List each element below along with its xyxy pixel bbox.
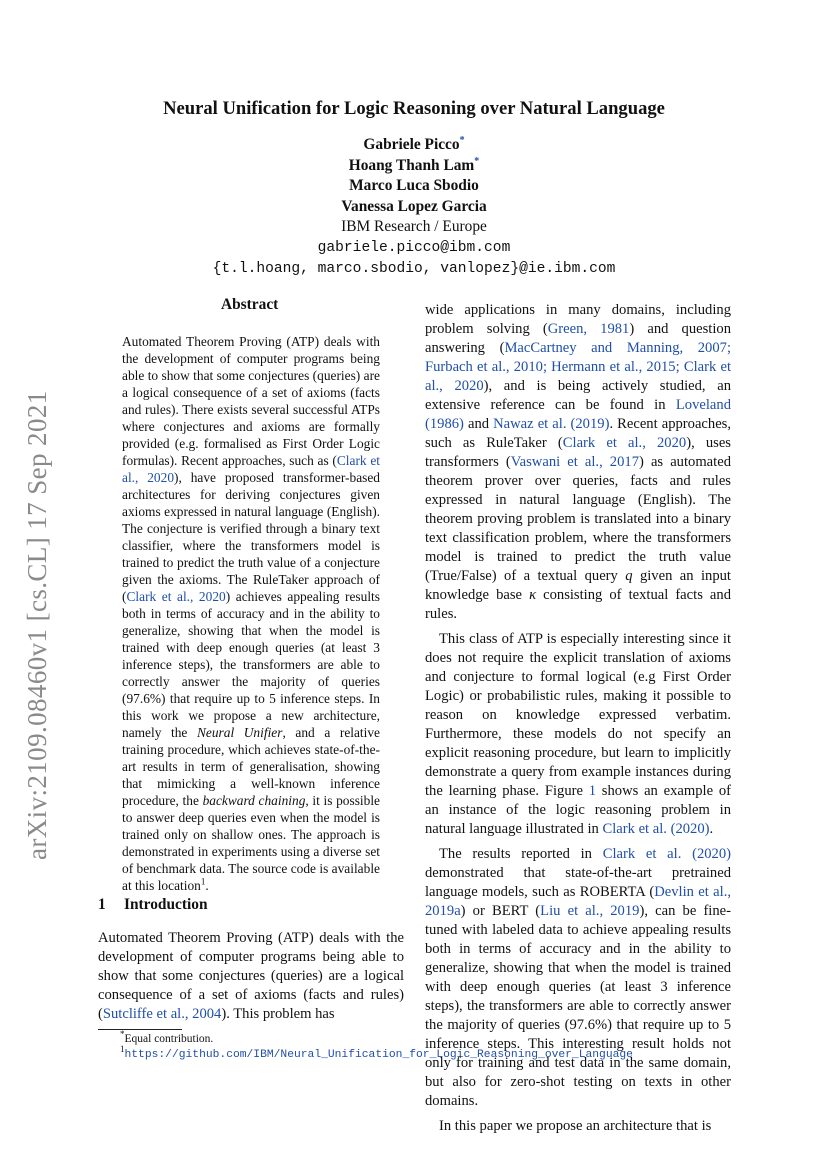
- citation-link[interactable]: Green, 1981: [547, 321, 630, 337]
- emphasis-text: Neural Unifier: [196, 725, 283, 740]
- author-block: [0, 135, 828, 279]
- paragraph: wide applications in many domains, including problem solving (Green, 1981) and question answering (MacCartney and Manning, 2007; Furbach et al., 2010; Hermann et al., 2015; Clark et al., 2020), and is being actively studied, an extensive reference can be found in Loveland (1986) and Nawaz et al. (2019). Recent approaches, such as RuleTaker (Clark et al., 2020), uses transformers (Vaswani et al., 2017) as automated theorem prover over queries, facts and rules expressed in natural language (English). The theorem proving problem is translated into a binary text classification problem, where the transformers model is trained to predict the truth value (True/False) of a textual query q given an input knowledge base κ consisting of textual facts and rules.: [425, 302, 732, 622]
- citation-link[interactable]: Nawaz et al. (2019): [493, 416, 610, 432]
- citation-link[interactable]: Clark et al., 2020: [562, 435, 687, 451]
- emphasis-text: backward chaining: [202, 793, 306, 808]
- citation-link[interactable]: Clark et al., 2020: [126, 589, 226, 604]
- footnote-equal: *Equal contribution.: [120, 1029, 214, 1045]
- paper-title: Neural Unification for Logic Reasoning over Natural Language: [163, 98, 665, 119]
- citation-link[interactable]: Clark et al. (2020): [602, 846, 731, 862]
- paragraph: The results reported in Clark et al. (2020) demonstrated that state-of-the-art pretrained language models, such as ROBERTA (Devlin et al., 2019a) or BERT (Liu et al., 2019), can be fine-tuned with labeled data to achieve appealing results both in terms of accuracy and in the ability to generalize, showing that when the model is trained with deep enough queries (at least 3 inference steps), the transformers are able to correctly answer the majority of queries (97.6%) that require up to 5 inference steps. This interesting result holds not only for training and test data in the same domain, but also for zero-shot testing on texts in other domains.: [425, 846, 731, 1109]
- citation-link[interactable]: Clark et al., 2020: [122, 453, 380, 485]
- citation-link[interactable]: Sutcliffe et al., 2004: [102, 1006, 222, 1022]
- footnote-code[interactable]: $^1$https://github.com/IBM/Neural_Unification_for_Logic_Reasoning_over_Language: [120, 1044, 633, 1061]
- citation-link[interactable]: Loveland (1986): [425, 397, 731, 432]
- citation-link[interactable]: 1: [588, 783, 597, 799]
- author-name: Marco Luca Sbodio: [349, 177, 479, 195]
- paragraph: This class of ATP is especially interesting since it does not require the explicit translation of axioms and conjecture to formal logical (e.g First Order Logic) or probabilistic rules, making it possible to reason on knowledge expressed verbatim. Furthermore, these models do not specify an explicit reasoning procedure, but learn to implicitly demonstrate a query from example instances during the learning phase. Figure 1 shows an example of an instance of the logic reasoning problem in natural language illustrated in Clark et al. (2020).: [425, 631, 731, 837]
- affiliation: IBM Research / Europe: [341, 218, 487, 236]
- email[interactable]: {t.l.hoang, marco.sbodio, vanlopez}@ie.ibm.com: [212, 260, 616, 277]
- footnote-rule: [98, 1029, 182, 1030]
- arxiv-stamp: arXiv:2109.08460v1 [cs.CL] 17 Sep 2021: [22, 390, 52, 860]
- emphasis-text: q: [625, 568, 633, 584]
- author-name: Hoang Thanh Lam*: [348, 155, 480, 174]
- footnote-marker[interactable]: 1: [200, 876, 206, 887]
- abstract-body: Automated Theorem Proving (ATP) deals with the development of computer programs being able to show that some conjectures (queries) are a logical consequence of a set of axioms (facts and rules). There exists several successful ATPs where conjectures and axioms are formally provided (e.g. formalised as First Order Logic formulas). Recent approaches, such as (Clark et al., 2020), have proposed transformer-based architectures for deriving conjectures given axioms expressed in natural language (English). The conjecture is verified through a binary text classifier, where the transformers model is trained to predict the truth value of a conjecture given the axioms. The RuleTaker approach of (Clark et al., 2020) achieves appealing results both in terms of accuracy and in the ability to generalize, showing that when the model is trained with deep enough queries (at least 3 inference steps), the transformers are able to correctly answer the majority of queries (97.6%) that require up to 5 inference steps. In this work we propose a new architecture, namely the Neural Unifier, and a relative training procedure, which achieves state-of-the-art results in term of generalisation, showing that mimicking a well-known inference procedure, the backward chaining, it is possible to answer deep queries even when the model is trained only on shallow ones. The approach is demonstrated in experiments using a diverse set of benchmark data. The source code is available at this location$^1$.: [122, 334, 381, 893]
- citation-link[interactable]: MacCartney and Manning, 2007; Furbach et al., 2010; Hermann et al., 2015; Clark et al., 2020: [425, 340, 731, 394]
- section-heading: 1 Introduction: [98, 896, 208, 913]
- intro-paragraph: Automated Theorem Proving (ATP) deals with the development of computer programs being able to show that some conjectures (queries) are a logical consequence of a set of axioms (facts and rules) (Sutcliffe et al., 2004). This problem has: [98, 930, 404, 1022]
- footnotes: [98, 1029, 633, 1063]
- right-column: [425, 301, 731, 1142]
- abstract-heading: Abstract: [221, 296, 279, 313]
- citation-link[interactable]: Devlin et al., 2019a: [425, 884, 731, 919]
- author-name: Gabriele Picco*: [363, 134, 465, 153]
- email[interactable]: gabriele.picco@ibm.com: [317, 239, 511, 256]
- citation-link[interactable]: Vaswani et al., 2017: [510, 454, 639, 470]
- citation-link[interactable]: Clark et al. (2020): [602, 821, 710, 837]
- emphasis-text: κ: [529, 587, 537, 603]
- paragraph: In this paper we propose an architecture that is: [439, 1118, 712, 1134]
- citation-link[interactable]: Liu et al., 2019: [540, 903, 640, 919]
- author-name: Vanessa Lopez Garcia: [341, 197, 487, 215]
